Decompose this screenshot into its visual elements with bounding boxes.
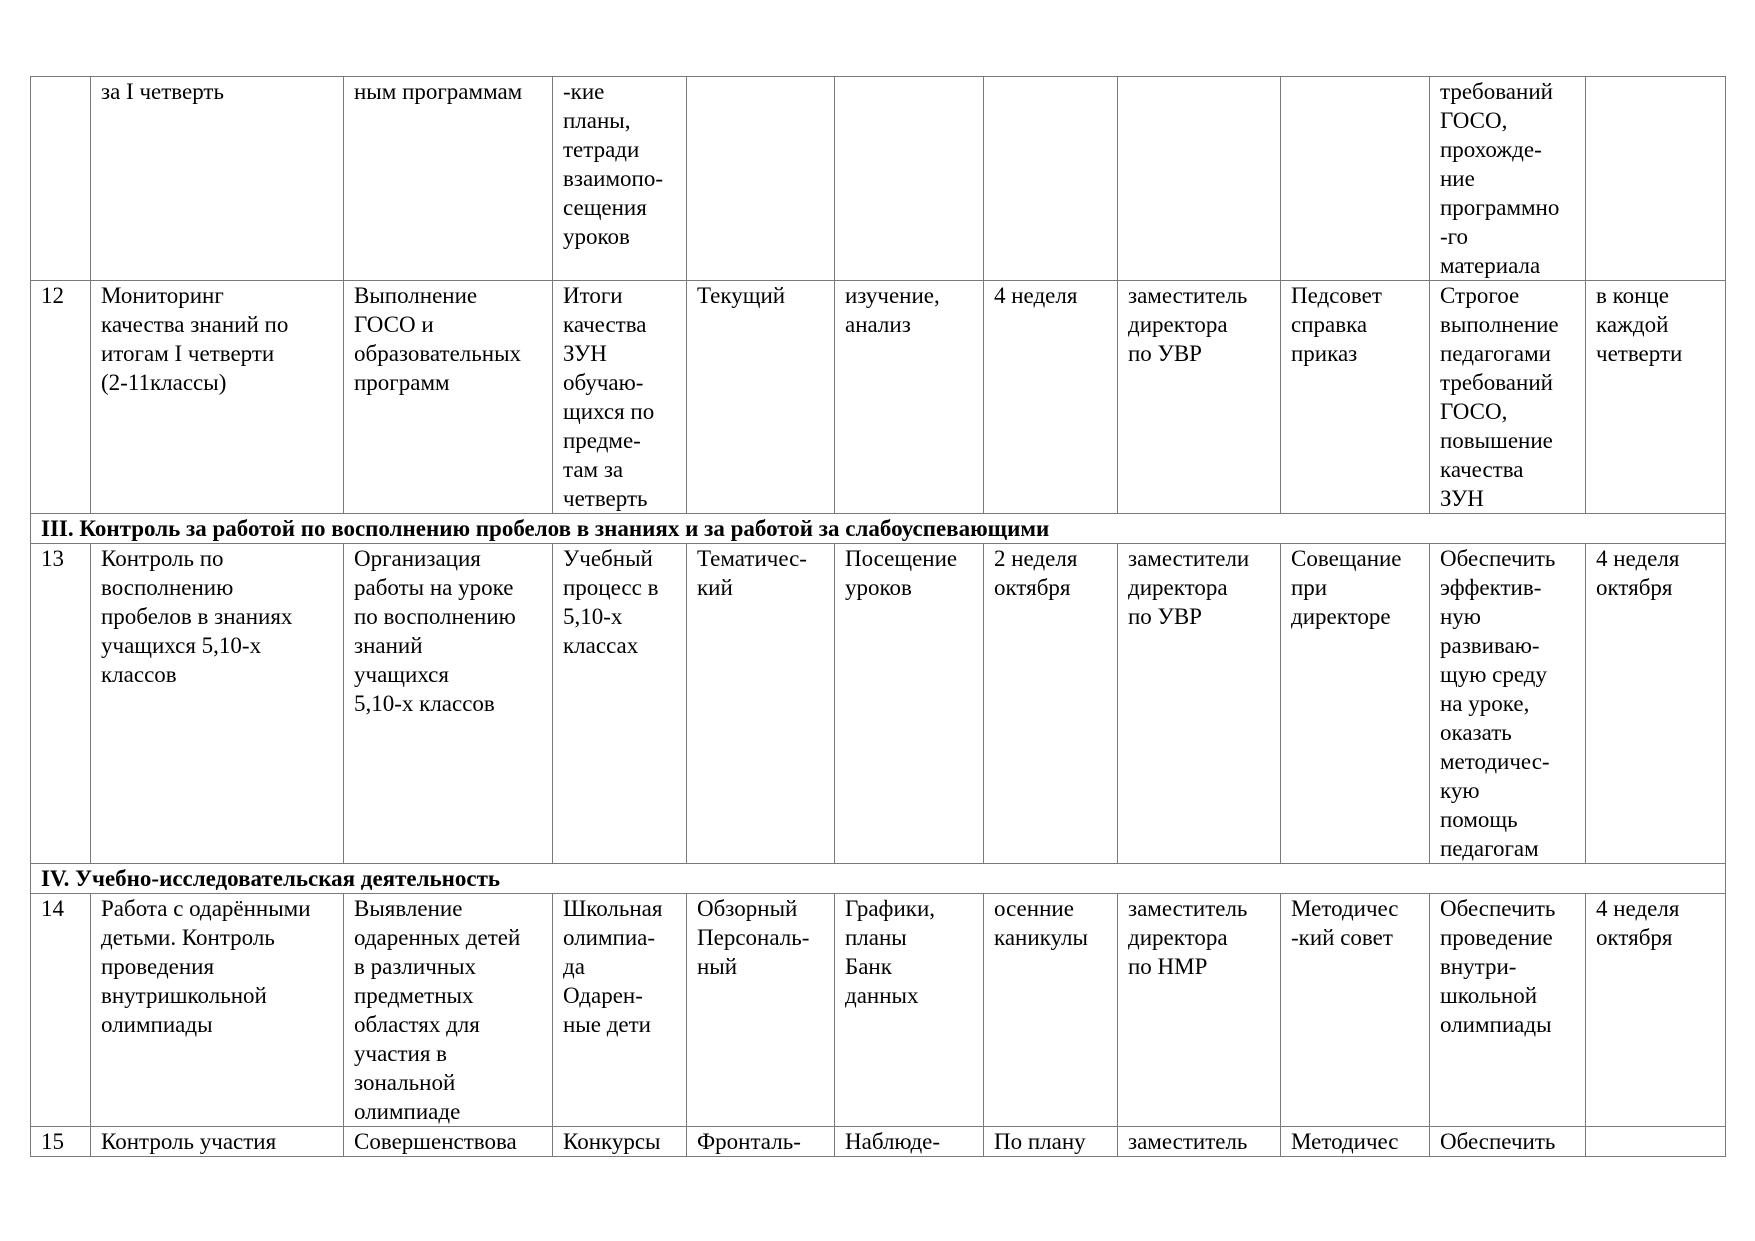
section-title: IV. Учебно-исследовательская деятельность (31, 864, 1726, 894)
expected-outcome-cell: требований ГОСО, прохожде- ние программно -го материала (1430, 77, 1586, 281)
table-row (31, 281, 1726, 514)
control-goal-cell: Совершенствова (344, 1127, 553, 1157)
control-method-cell (835, 77, 984, 281)
section-title: III. Контроль за работой по восполнению пробелов в знаниях и за работой за слабоуспевающими (31, 514, 1726, 544)
expected-outcome-cell: Обеспечить эффектив- ную развиваю- щую среду на уроке, оказать методичес- кую помощь педагогам (1430, 544, 1586, 864)
control-timing-cell: По плану (984, 1127, 1118, 1157)
re-control-cell: в конце каждой четверти (1586, 281, 1726, 514)
control-subject-cell: за I четверть (91, 77, 344, 281)
responsible-cell: заместитель директора по УВР (1118, 281, 1281, 514)
control-method-cell: изучение, анализ (835, 281, 984, 514)
control-goal-cell: Выявление одаренных детей в различных предметных областях для участия в зональной олимпиаде (344, 894, 553, 1127)
row-number-cell: 12 (31, 281, 91, 514)
plan-table (30, 76, 1726, 1157)
control-type-cell: Обзорный Персональ- ный (687, 894, 835, 1127)
control-method-cell: Графики, планы Банк данных (835, 894, 984, 1127)
control-object-cell: Школьная олимпиа- да Одарен- ные дети (553, 894, 687, 1127)
result-form-cell: Совещание при директоре (1281, 544, 1430, 864)
control-timing-cell: осенние каникулы (984, 894, 1118, 1127)
result-form-cell (1281, 77, 1430, 281)
expected-outcome-cell: Обеспечить (1430, 1127, 1586, 1157)
control-timing-cell: 4 неделя (984, 281, 1118, 514)
control-subject-cell: Работа с одарёнными детьми. Контроль проведения внутришкольной олимпиады (91, 894, 344, 1127)
control-subject-cell: Контроль участия (91, 1127, 344, 1157)
control-goal-cell: Выполнение ГОСО и образовательных программ (344, 281, 553, 514)
row-number-cell: 14 (31, 894, 91, 1127)
control-goal-cell: Организация работы на уроке по восполнению знаний учащихся 5,10-х классов (344, 544, 553, 864)
re-control-cell (1586, 77, 1726, 281)
responsible-cell: заместитель директора по НМР (1118, 894, 1281, 1127)
responsible-cell: заместитель (1118, 1127, 1281, 1157)
result-form-cell: Методичес -кий совет (1281, 894, 1430, 1127)
section-row (31, 514, 1726, 544)
plan-table-body (31, 77, 1726, 1157)
control-type-cell: Тематичес- кий (687, 544, 835, 864)
responsible-cell (1118, 77, 1281, 281)
control-method-cell: Наблюде- (835, 1127, 984, 1157)
table-row (31, 544, 1726, 864)
result-form-cell: Педсовет справка приказ (1281, 281, 1430, 514)
result-form-cell: Методичес (1281, 1127, 1430, 1157)
row-number-cell (31, 77, 91, 281)
control-type-cell: Текущий (687, 281, 835, 514)
control-timing-cell: 2 неделя октября (984, 544, 1118, 864)
row-number-cell: 13 (31, 544, 91, 864)
responsible-cell: заместители директора по УВР (1118, 544, 1281, 864)
control-subject-cell: Контроль по восполнению пробелов в знаниях учащихся 5,10-х классов (91, 544, 344, 864)
control-object-cell: -кие планы, тетради взаимопо- сещения уроков (553, 77, 687, 281)
row-number-cell: 15 (31, 1127, 91, 1157)
re-control-cell: 4 неделя октября (1586, 894, 1726, 1127)
expected-outcome-cell: Обеспечить проведение внутри- школьной олимпиады (1430, 894, 1586, 1127)
control-type-cell (687, 77, 835, 281)
control-object-cell: Конкурсы (553, 1127, 687, 1157)
expected-outcome-cell: Строгое выполнение педагогами требований ГОСО, повышение качества ЗУН (1430, 281, 1586, 514)
re-control-cell (1586, 1127, 1726, 1157)
table-row (31, 77, 1726, 281)
control-object-cell: Итоги качества ЗУН обучаю- щихся по предме- там за четверть (553, 281, 687, 514)
control-object-cell: Учебный процесс в 5,10-х классах (553, 544, 687, 864)
control-subject-cell: Мониторинг качества знаний по итогам I четверти (2-11классы) (91, 281, 344, 514)
control-goal-cell: ным программам (344, 77, 553, 281)
control-method-cell: Посещение уроков (835, 544, 984, 864)
control-type-cell: Фронталь- (687, 1127, 835, 1157)
table-row (31, 1127, 1726, 1157)
control-timing-cell (984, 77, 1118, 281)
re-control-cell: 4 неделя октября (1586, 544, 1726, 864)
table-row (31, 894, 1726, 1127)
section-row (31, 864, 1726, 894)
